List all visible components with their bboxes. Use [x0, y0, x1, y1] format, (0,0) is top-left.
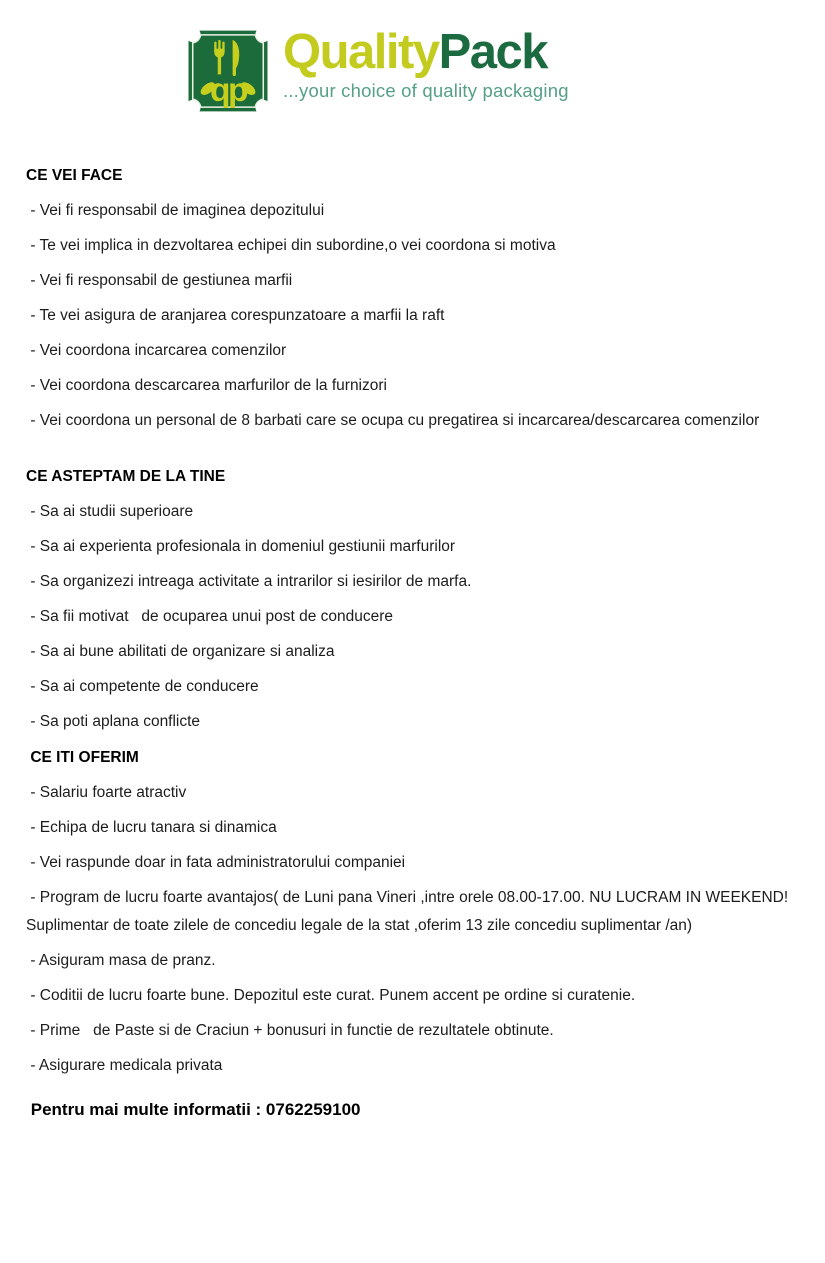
brand-text-block: [283, 25, 569, 102]
list-item: - Prime de Paste si de Craciun + bonusuri in functie de rezultatele obtinute.: [26, 1022, 554, 1039]
list-item: - Sa ai bune abilitati de organizare si analiza: [26, 643, 335, 660]
brand-tagline: ...your choice of quality packaging: [283, 80, 569, 101]
brand-name: [283, 25, 569, 79]
list-item: - Program de lucru foarte avantajos( de Luni pana Vineri ,intre orele 08.00-17.00. NU LUCRAM IN WEEKEND! Suplimentar de toate zilele de concediu legale de la stat ,oferim 13 zile concediu suplimentar /an): [26, 889, 793, 934]
section-heading-ce-asteptam: CE ASTEPTAM DE LA TINE: [26, 468, 226, 485]
list-item: - Salariu foarte atractiv: [26, 784, 187, 801]
list-item: - Asigurare medicala privata: [26, 1057, 223, 1074]
qualitypack-badge-icon: [186, 28, 270, 114]
section-ce-asteptam-de-la-tine: [26, 463, 810, 736]
brand-name-quality: Quality: [283, 25, 439, 79]
list-item: - Sa ai studii superioare: [26, 503, 194, 520]
contact-info: Pentru mai multe informatii : 0762259100: [26, 1100, 361, 1119]
list-item: - Vei raspunde doar in fata administratorului companiei: [26, 854, 406, 871]
list-item: - Sa organizezi intreaga activitate a intrarilor si iesirilor de marfa.: [26, 573, 472, 590]
list-item: - Vei coordona un personal de 8 barbati care se ocupa cu pregatirea si incarcarea/descarcarea comenzilor: [26, 412, 760, 429]
list-item: - Echipa de lucru tanara si dinamica: [26, 819, 277, 836]
list-item: - Sa fii motivat de ocuparea unui post de conducere: [26, 608, 394, 625]
list-item: - Asiguram masa de pranz.: [26, 952, 216, 969]
qp-monogram: qp: [210, 72, 246, 110]
list-item: - Coditii de lucru foarte bune. Depozitul este curat. Punem accent pe ordine si curatenie.: [26, 987, 636, 1004]
list-item: - Sa ai experienta profesionala in domeniul gestiunii marfurilor: [26, 538, 456, 555]
list-item: - Vei coordona descarcarea marfurilor de la furnizori: [26, 377, 387, 394]
section-heading-ce-iti-oferim: CE ITI OFERIM: [26, 749, 139, 766]
section-ce-vei-face: [26, 162, 810, 435]
list-item: - Te vei asigura de aranjarea corespunzatoare a marfii la raft: [26, 307, 445, 324]
section-heading-ce-vei-face: CE VEI FACE: [26, 167, 123, 184]
list-item: - Sa poti aplana conflicte: [26, 713, 201, 730]
list-item: - Vei fi responsabil de gestiunea marfii: [26, 272, 293, 289]
section-ce-iti-oferim: [26, 744, 810, 1080]
list-item: - Sa ai competente de conducere: [26, 678, 259, 695]
brand-name-pack: Pack: [438, 25, 548, 79]
list-item: - Vei fi responsabil de imaginea depozitului: [26, 202, 325, 219]
qualitypack-logo: [186, 25, 616, 114]
list-item: - Vei coordona incarcarea comenzilor: [26, 342, 287, 359]
list-item: - Te vei implica in dezvoltarea echipei din subordine,o vei coordona si motiva: [26, 237, 556, 254]
